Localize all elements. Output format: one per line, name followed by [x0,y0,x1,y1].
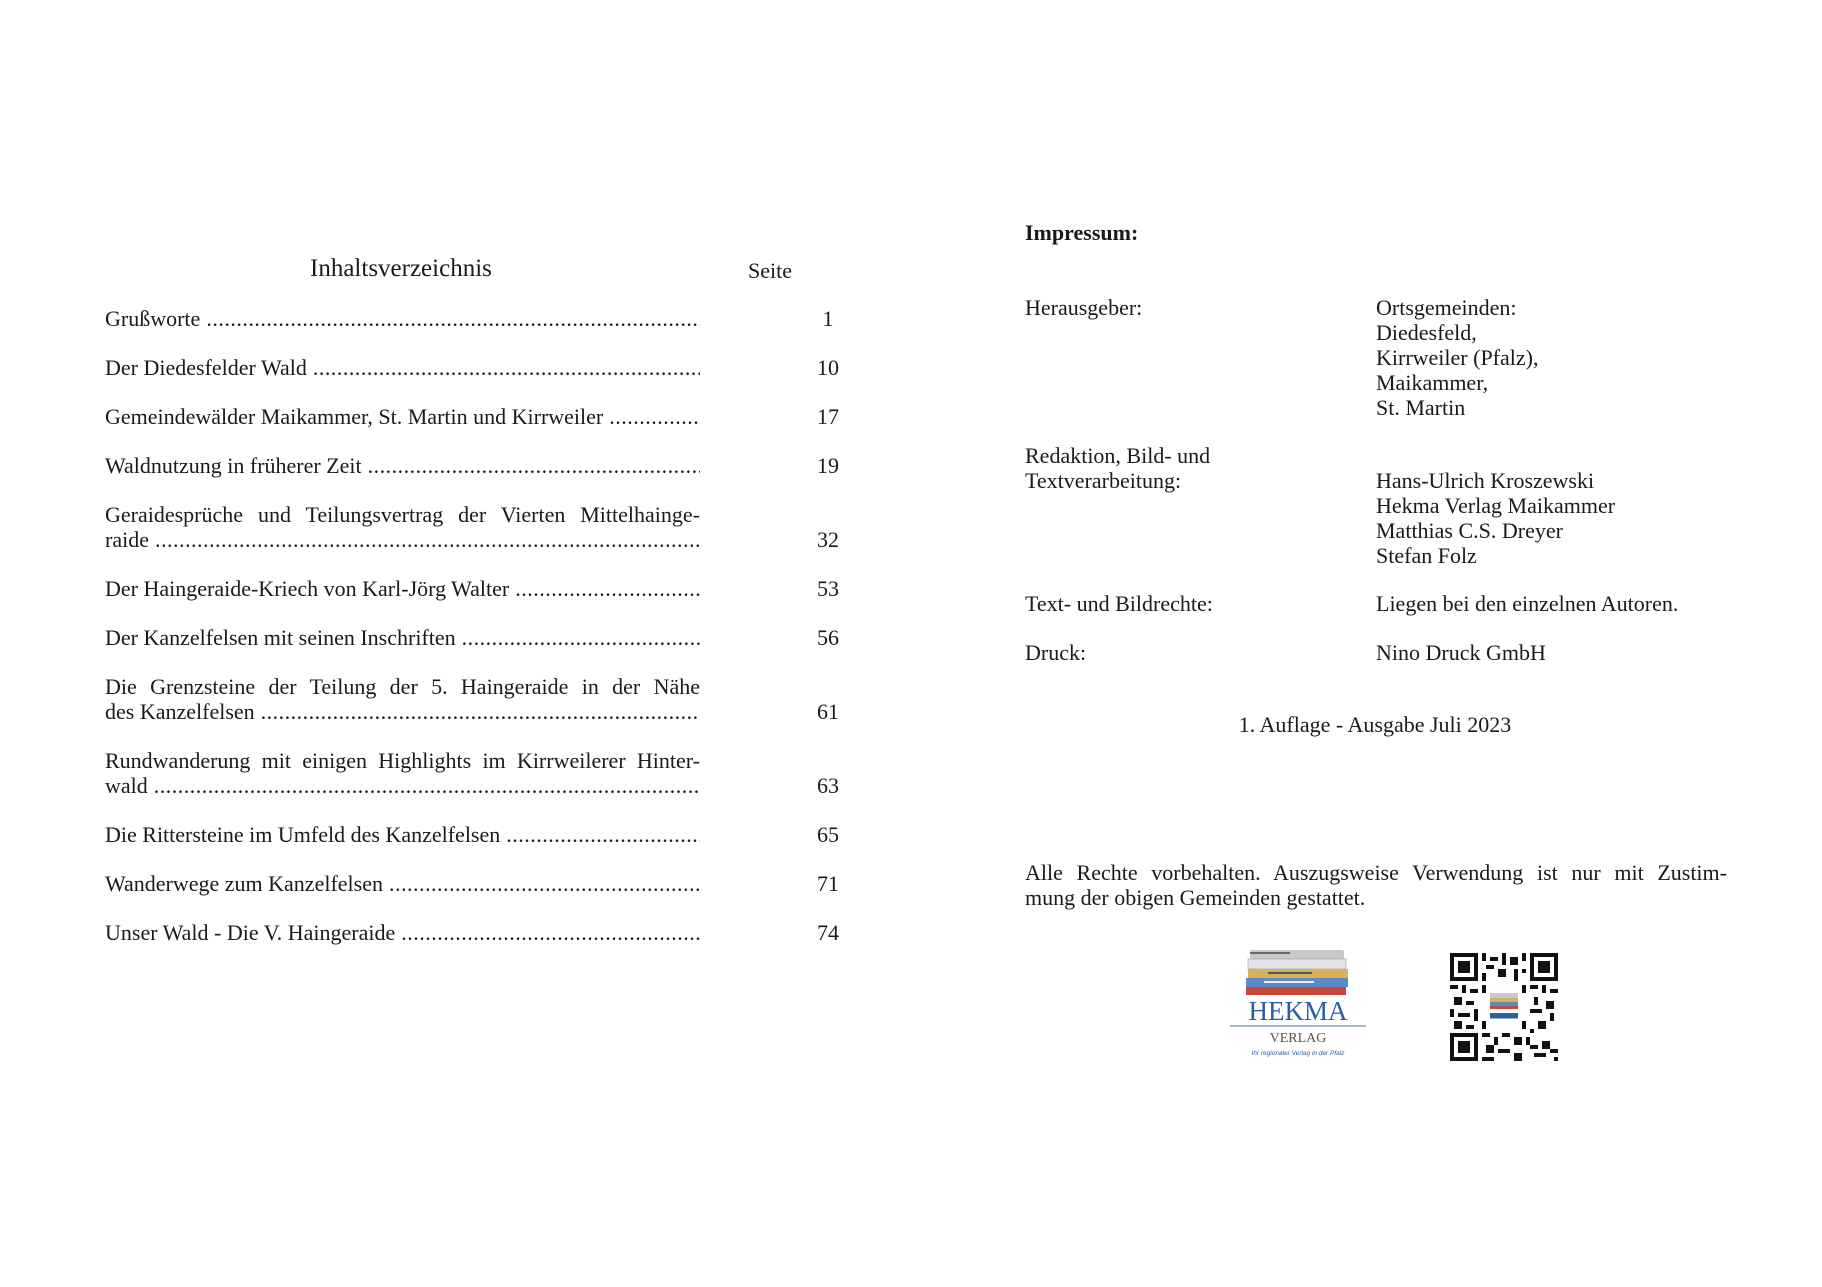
druck-value: Nino Druck GmbH [1376,640,1546,665]
impressum-heading: Impressum: [1025,220,1139,245]
qr-code [1450,953,1558,1061]
toc-entry-title-line2: des Kanzelfelsen [105,699,255,724]
toc-leader-dots [261,699,700,724]
herausgeber-line: St. Martin [1376,395,1466,420]
toc-entry-title-line1: Geraidesprüche und Teilungsvertrag der Vierten Mittelhainge- [105,502,700,527]
toc-entry-gemeindewaelder [105,404,839,429]
toc-leader-dots [368,453,700,478]
toc-entry-title-line2: wald [105,773,148,798]
redaktion-line: Hans-Ulrich Kroszewski [1376,468,1595,493]
herausgeber-line: Diedesfeld, [1376,320,1477,345]
herausgeber-values [1376,295,1538,420]
toc-entry-diedesfelder-wald [105,355,839,380]
toc-entry-grenzsteine [105,674,839,724]
rights-line1: Alle Rechte vorbehalten. Auszugsweise Verwendung ist nur mit Zustim- [1025,860,1727,885]
toc-entry-rittersteine [105,822,839,847]
qr-code-icon [1450,953,1558,1061]
herausgeber-line: Ortsgemeinden: [1376,295,1517,320]
toc-leader-dots [206,306,700,331]
toc-leader-dots [155,527,700,552]
rechte-value: Liegen bei den einzelnen Autoren. [1376,591,1679,616]
rechte-label: Text- und Bildrechte: [1025,591,1213,616]
hekma-logo [1228,948,1368,1060]
toc-entry-page: 56 [817,625,839,650]
toc-entry-geraidesprueche [105,502,839,552]
redaktion-line: Stefan Folz [1376,543,1477,568]
rights-line2: mung der obigen Gemeinden gestattet. [1025,885,1366,910]
toc-entry-rundwanderung [105,748,839,798]
toc-leader-dots [506,822,700,847]
herausgeber-line: Maikammer, [1376,370,1489,395]
book-stack-icon [1228,948,1368,1060]
toc-entry-title: Wanderwege zum Kanzelfelsen [105,871,383,896]
toc-entry-page: 53 [817,576,839,601]
redaktion-label-line: Redaktion, Bild- und [1025,443,1211,468]
toc-entry-grussworte [105,306,834,331]
toc-entry-page: 19 [817,453,839,478]
toc-leader-dots [401,920,700,945]
toc-leader-dots [462,625,700,650]
rights-notice [1025,860,1727,910]
toc-page-header: Seite [748,258,792,283]
toc-title: Inhaltsverzeichnis [310,255,492,282]
toc-leader-dots [154,773,700,798]
logo-sub: VERLAG [1269,1031,1327,1046]
toc-entry-title-line2: raide [105,527,149,552]
toc-entry-title: Unser Wald - Die V. Haingeraide [105,920,396,945]
logo-tagline: Ihr regionaler Verlag in der Pfalz [1251,1050,1345,1057]
druck-label: Druck: [1025,640,1087,665]
toc-entry-title: Der Kanzelfelsen mit seinen Inschriften [105,625,456,650]
toc-entry-unser-wald [105,920,839,945]
toc-entry-title: Der Haingeraide-Kriech von Karl-Jörg Walter [105,576,510,601]
toc-entry-haingeraide-kriech [105,576,839,601]
toc-entry-title: Waldnutzung in früherer Zeit [105,453,362,478]
toc-entry-page: 71 [817,871,839,896]
toc-entry-waldnutzung [105,453,839,478]
redaktion-label [1025,443,1210,493]
toc-leader-dots [609,404,700,429]
toc-entry-kanzelfelsen-inschriften [105,625,839,650]
redaktion-label-line: Textverarbeitung: [1025,468,1182,493]
toc-entry-title: Der Diedesfelder Wald [105,355,307,380]
logo-name: HEKMA [1248,996,1348,1026]
herausgeber-line: Kirrweiler (Pfalz), [1376,345,1539,370]
toc-entry-page: 1 [822,306,834,331]
toc-entry-title-line1: Die Grenzsteine der Teilung der 5. Haingeraide in der Nähe [105,674,700,699]
herausgeber-label: Herausgeber: [1025,295,1143,320]
toc-entry-title: Gemeindewälder Maikammer, St. Martin und Kirrweiler [105,404,604,429]
toc-entry-title: Die Rittersteine im Umfeld des Kanzelfelsen [105,822,501,847]
toc-entry-page: 63 [817,773,839,798]
toc-leader-dots [313,355,700,380]
toc-entry-title: Grußworte [105,306,201,331]
toc-entry-title-line1: Rundwanderung mit einigen Highlights im Kirrweilerer Hinter- [105,748,700,773]
toc-leader-dots [389,871,700,896]
toc-entry-page: 74 [817,920,839,945]
edition-note: 1. Auflage - Ausgabe Juli 2023 [1238,712,1512,737]
toc-entry-wanderwege [105,871,839,896]
toc-entry-page: 61 [817,699,839,724]
redaktion-line: Matthias C.S. Dreyer [1376,518,1563,543]
toc-entry-page: 10 [817,355,839,380]
redaktion-line: Hekma Verlag Maikammer [1376,493,1616,518]
toc-entry-page: 32 [817,527,839,552]
toc-entry-page: 17 [817,404,839,429]
toc-leader-dots [515,576,700,601]
toc-entry-page: 65 [817,822,839,847]
redaktion-values [1376,468,1615,568]
